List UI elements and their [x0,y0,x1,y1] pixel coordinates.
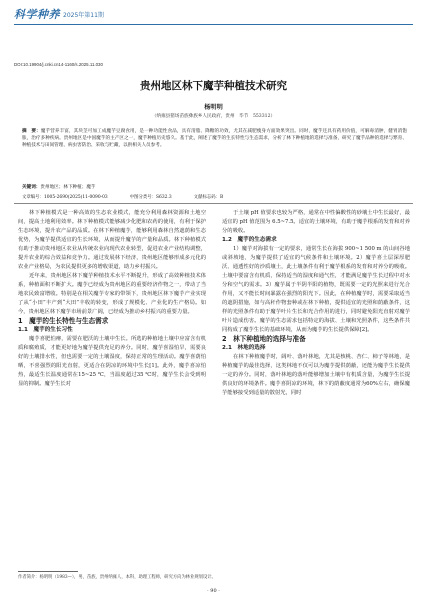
section-heading: 2 林下种植地的选择与准备 [222,335,306,343]
subsection-heading: 1.2 魔芋的生态需求 [222,237,277,243]
header-rule [14,24,413,25]
subsection-heading: 2.1 林地的选择 [222,345,266,351]
abstract-label: 摘 要： [22,129,41,134]
footnote-rule [18,571,78,572]
paragraph: 魔芋喜肥怕瘠，需要在肥沃的土壤中生长。所选的种植地土壤中应富含有机质和腐殖质，才能更好地为魔芋提供充足的养分。同时，魔芋喜湿怕旱，需要良好的土壤排水性，但也需要一定的土壤湿度，保持正常的生理活动。魔芋喜荫怕晒，不喜强烈的阳光直射，更适合在阴凉的环境中生长[1]。此外，魔芋喜凉怕热，最适生长温度通常在15~25 ℃，当温度超过35 ℃时，魔芋生长会受到明显的抑制。魔芋生长对 [18,336,206,387]
abstract [22,128,407,150]
paragraph: 林下种植模式是一种高效的生态农业模式，能充分利用森林资源和土地空间，提高土地利用效率。林下种植模式能够减少化肥和农药的使用，有利于保护生态环境，提升农产品的品质。在林下种植魔芋，能够利用森林自然遮荫和生态优势，为魔芋提供适宜的生长环境，从而提升魔芋的产量和品质。林下种植模式有助于推动贵州地区农业从传统农业向现代农业转型，促进农业产业结构调整，提升农业的综合效益和竞争力。通过发展林下经济，贵州地区能够形成多元化的农业产业格局，为农民提供更多的增收渠道，助力乡村振兴。 [18,210,206,270]
author-name: 杨明明 [204,104,223,111]
keywords [22,184,407,190]
author-affiliation: （纳雍县猪场苗族彝族乡人民政府，贵州 毕节 553312） [151,114,276,119]
journal-issue: 2025年第11期 [63,11,104,19]
author-footnote: 作者简介：杨明明（1983—），男，苗族，贵州纳雍人，本科，助理工程师，研究方向为林业规划设计。 [18,575,216,580]
clc-number: 中图分类号：S632.3 [129,195,172,200]
subsection-heading: 1.1 魔芋的生长习性 [18,327,73,333]
journal-masthead [14,6,104,22]
paragraph: 近年来，贵州地区林下魔芋种植技术水平不断提升，形成了高效种植技术体系，种植面积不断扩大。魔芋已经成为贵州地区的重要经济作物之一，带动了当地农民致富增收。特别是在相关魔芋专家的带领下，贵州地区林下魔芋产业实现了从“小田”丰产到“大田”丰收的转变，形成了规模化、产业化的生产格局。如今，贵州地区林下魔芋市场前景广阔，已经成为推动乡村振兴的重要力量。 [18,273,206,315]
page-number: · 90 · [207,588,220,594]
article-title: 贵州地区林下魔芋种植技术研究 [140,80,287,92]
body-column-right [222,209,410,398]
section-divider [14,203,413,204]
classification-meta [22,194,407,200]
body-column-left [18,209,206,389]
journal-logo: 科学种养 [14,8,60,21]
paragraph: 于土壤 pH 值要求也较为严格，通常在中性偏酸性的砂壤土中生长最好，最适宜的 pH 值范围为 6.5~7.5。适宜的土壤环境，有助于魔芋根系的发育和对养分的吸收。 [222,210,410,234]
keywords-label: 关键词： [22,185,41,190]
abstract-text: 魔芋营养丰富，其块茎可加工成魔芋豆腐食用，是一种功能性食品，具有清脂、降糖的功效，尤其在减肥瘦身方面效果突出。同时，魔芋还具有药用价值，可解毒消肿，健胃消饱胀，治疗多种疾病。贵州地区是中国魔芋的主产区之一，魔芋种植历史悠久。基于此，阐述了魔芋的生长特性与生态需求，分析了林下种植地的选择与准备，研究了魔芋品种的选择与繁育、种植技术与田间管理、病虫害防治、采收与贮藏，以供相关人员参考。 [22,129,407,149]
doi-line: DOI:10.19904/j.cnki.cn14-1160/s.2025.11.030 [14,62,103,67]
paragraph: 在林下种植魔芋时，阔叶、落叶林地，尤其是核桃、杏仁、柿子等林地，是种植魔芋的最佳选择，这类林地不仅可以为魔芋提供荫蔽，还能为魔芋生长提供一定的养分。同时，落叶林地的落叶能够增加土壤中有机质含量，为魔芋生长提供良好的环境条件。魔芋喜阴凉的环境，林下的荫蔽度通常为60%左右，确保魔芋能够接受到适量的散射光，同时 [222,354,410,396]
paragraph: 1）魔芋对海拔有一定的要求，通常生长在海拔 900~1 500 m 的山间谷地或斜坡地，为魔芋提供了适宜的气候条件和土壤环境。2）魔芋喜土层深厚肥沃、通透性好的沙质壤土，此土壤条件有利于魔芋根系的发育和对养分的吸收。土壤中要富含有机质，保持适当的湿度和通气性，才能满足魔芋生长过程中对水分和空气的需求。3）魔芋属于半阴半阳的植物，既需要一定的光照来进行光合作用，又不能长时间暴露在强烈的阳光下。因此，在种植魔芋时，需要采取适当的遮阴措施，如与高秆作物套种或在林下种植，提供适宜的光照和荫蔽条件，这样的光照条件有助于魔芋叶片生长和光合作用的进行，同时避免阳光直射对魔芋叶片造成伤害。魔芋的生态需求包括特定的海拔、土壤和光照条件，这些条件共同构成了魔芋生长的基础环境，从而为魔芋的生长提供保障[2]。 [222,246,410,333]
keywords-text: 贵州地区；林下种植；魔芋 [40,185,96,190]
document-code: 文献标志码：B [193,195,224,200]
article-number: 文章编号：1005-2690(2025)11-0090-03 [22,195,108,200]
section-heading: 1 魔芋的生长特性与生态需求 [18,317,109,325]
